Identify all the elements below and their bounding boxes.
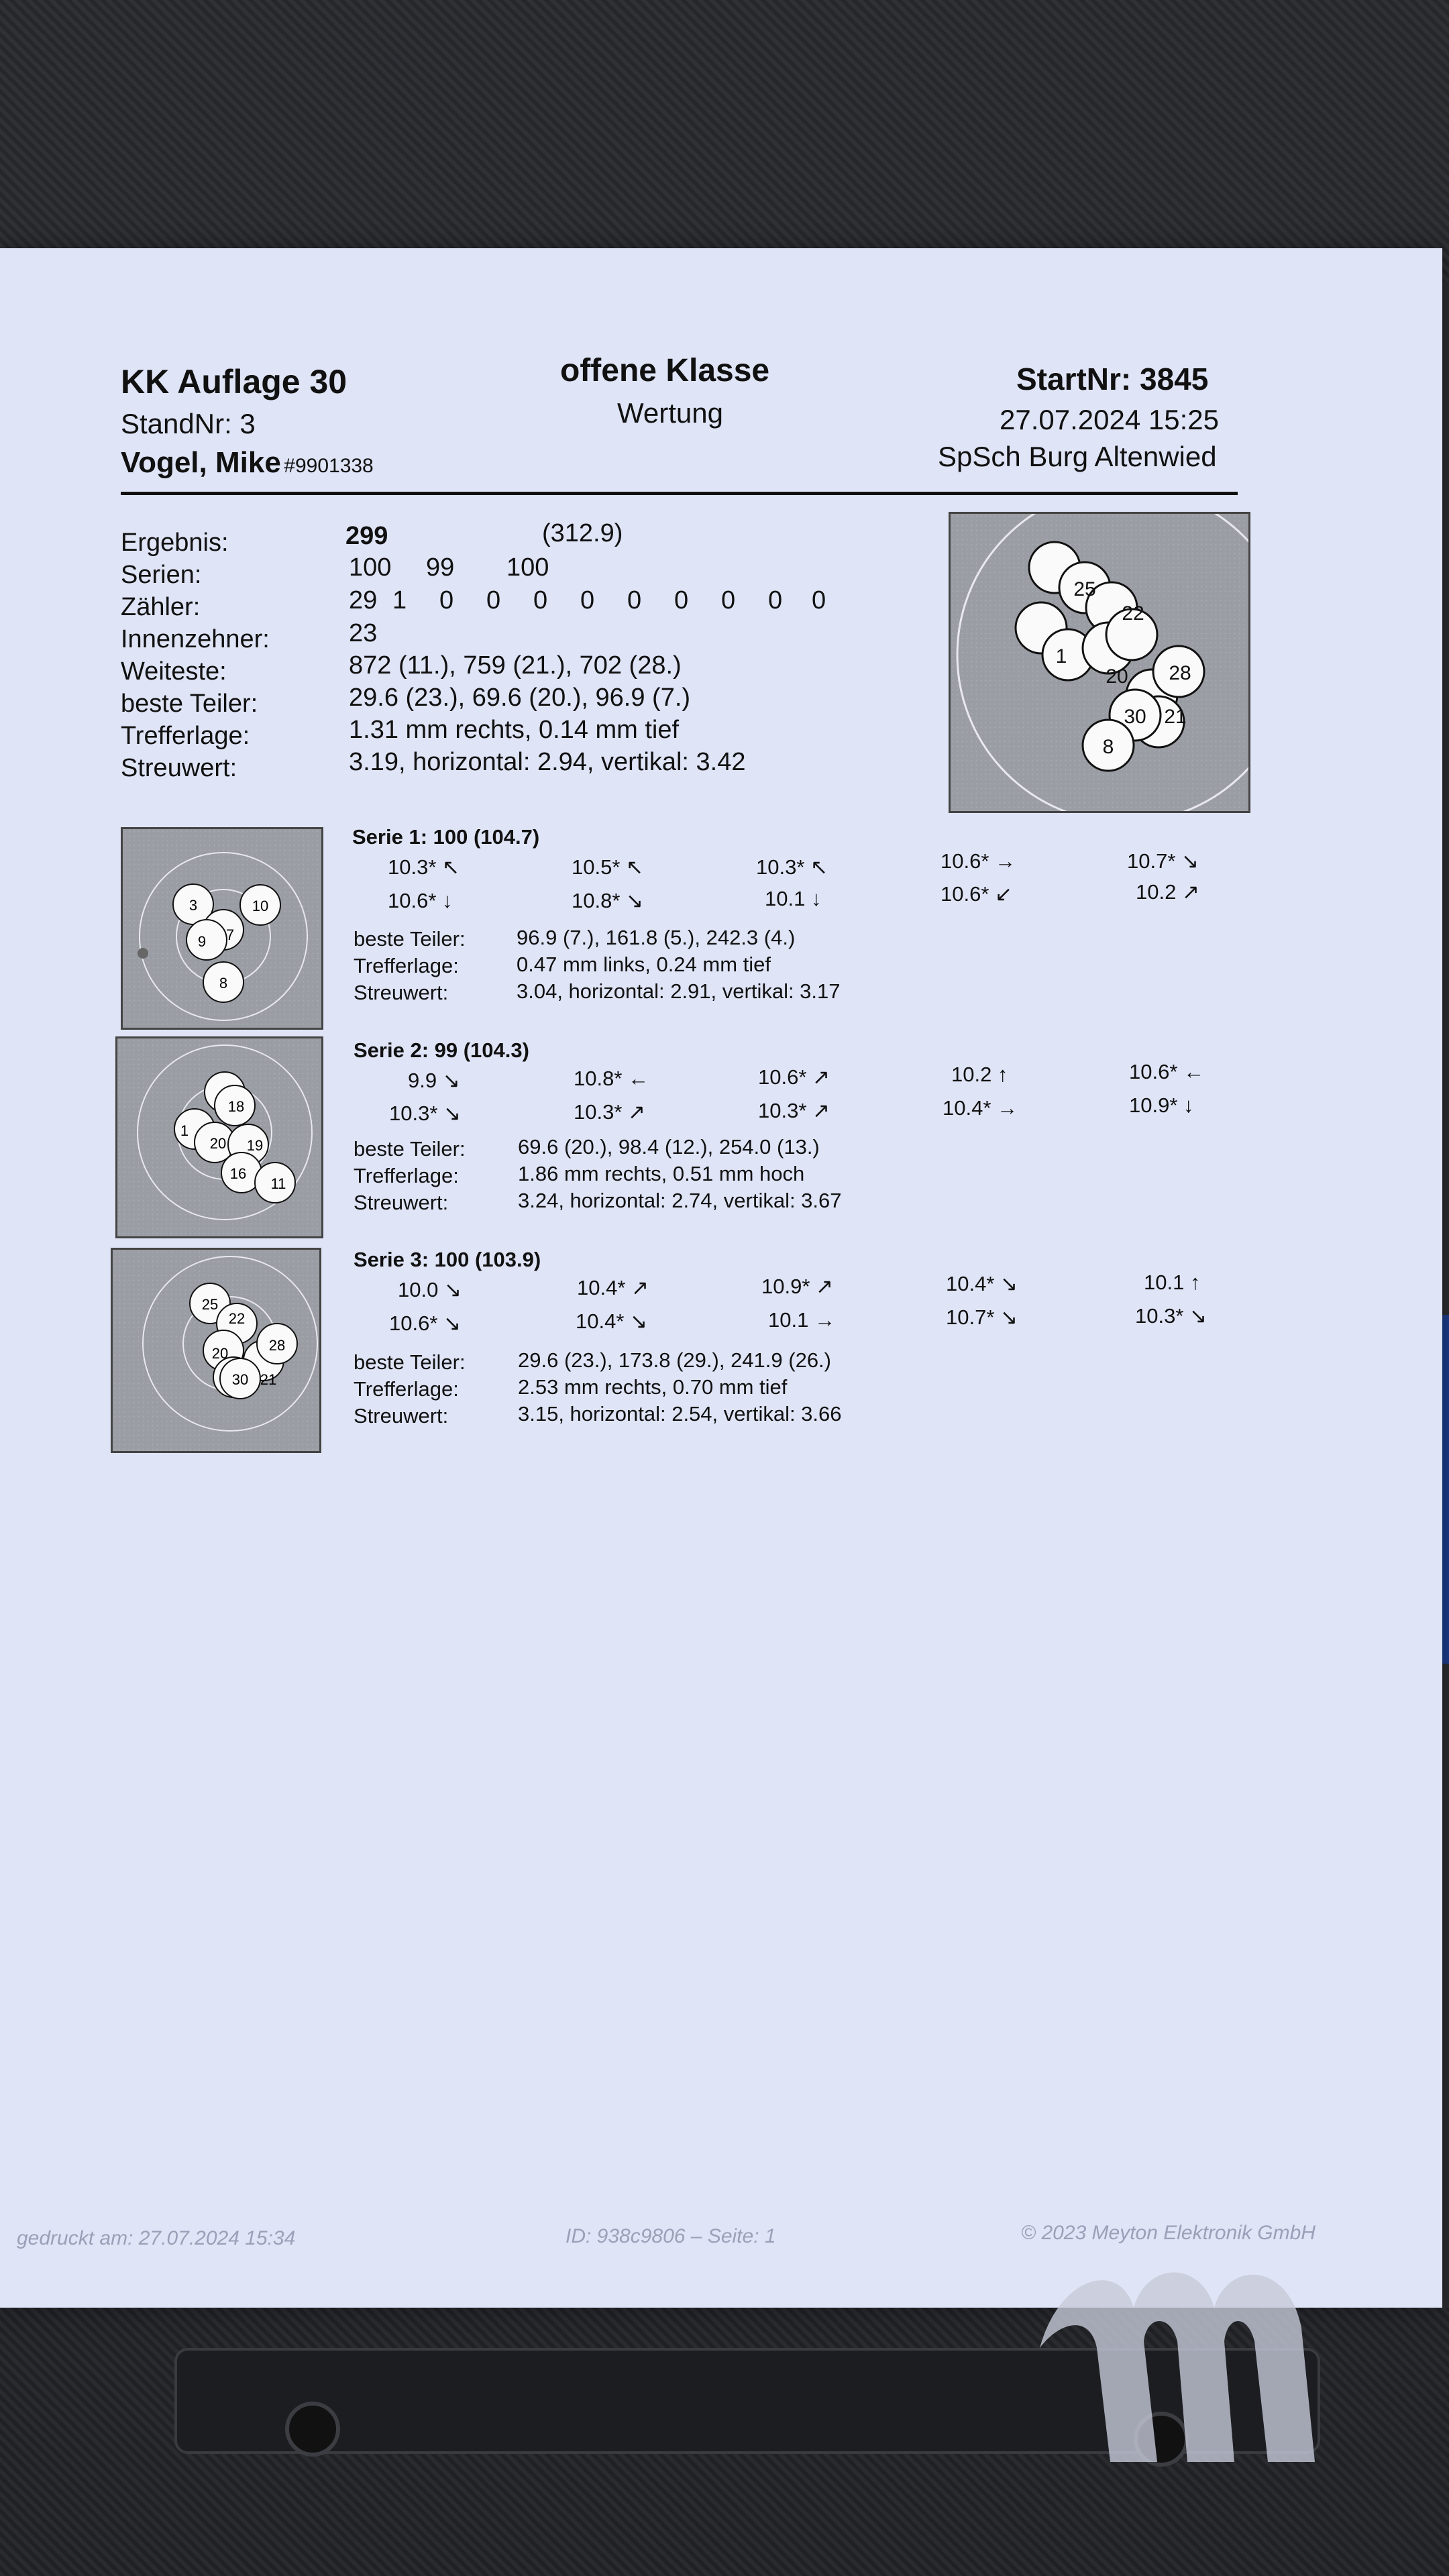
serie-3-shot-8: 10.1 → [768,1308,835,1332]
shot-label: 30 [231,1371,249,1388]
shot-label: 25 [201,1296,219,1313]
serie-1-shot-8: 10.1 ↓ [765,887,822,910]
innenzehner-value: 23 [349,619,378,647]
label-beste-teiler: beste Teiler: [121,690,258,718]
serie-2-trefferlage-value: 1.86 mm rechts, 0.51 mm hoch [518,1162,805,1185]
zaehler-3: 0 [486,586,501,614]
club-name: SpSch Burg Altenwied [938,441,1217,472]
shot-label: 21 [260,1371,277,1388]
bag-background [0,0,1449,282]
zaehler-9: 0 [768,586,783,614]
serie-3-shot-3: 10.9* ↗ [761,1275,833,1298]
serie-1-shot-2: 10.5* ↖ [572,855,643,879]
shot-label: 20 [209,1135,227,1152]
serie-1-label-teiler: beste Teiler: [354,927,466,951]
serie-1-shot-9: 10.6* ↙ [941,882,1012,906]
shot-label: 3 [189,897,198,914]
serie-1-label-streuwert: Streuwert: [354,981,449,1004]
score-sheet [0,248,1442,2308]
mode-label: Wertung [617,397,723,429]
serie-3-shot-1: 10.0 ↘ [398,1278,462,1301]
footer-copyright: © 2023 Meyton Elektronik GmbH [1021,2222,1316,2244]
shot-label: 7 [225,926,235,943]
shot-label: 22 [228,1310,246,1327]
serie-3-target-svg [113,1250,319,1451]
snap-button-left [285,2402,340,2457]
serie-3-trefferlage-value: 2.53 mm rechts, 0.70 mm tief [518,1375,788,1399]
serie-3-target [111,1248,321,1453]
shot-label: 1 [1055,645,1067,667]
serie-2-shot-10: 10.9* ↓ [1129,1093,1194,1117]
serie-2-shot-1: 9.9 ↘ [408,1069,460,1092]
serie-1-streuwert-value: 3.04, horizontal: 2.91, vertikal: 3.17 [517,979,841,1003]
serie-3-shot-10: 10.3* ↘ [1135,1304,1207,1328]
serie-1-shot-3: 10.3* ↖ [756,855,828,879]
serie-2-label-teiler: beste Teiler: [354,1137,466,1161]
serie-2-shot-5: 10.6* ← [1129,1060,1205,1083]
label-zaehler: Zähler: [121,593,201,621]
serie-1-trefferlage-value: 0.47 mm links, 0.24 mm tief [517,953,771,976]
serie-3-shot-9: 10.7* ↘ [946,1305,1018,1329]
serie-2-shot-3: 10.6* ↗ [758,1065,830,1089]
shooter-name: Vogel, Mike [121,446,281,479]
shot-label: 20 [211,1345,229,1362]
serie-2-target [115,1036,323,1238]
label-trefferlage: Trefferlage: [121,722,250,750]
shot-label: 9 [197,933,207,950]
shot-label: 28 [268,1337,286,1354]
serien-value-2: 99 [426,553,455,582]
serie-3-shot-5: 10.1 ↑ [1144,1271,1201,1294]
label-streuwert: Streuwert: [121,754,237,782]
serie-3-title: Serie 3: 100 (103.9) [354,1248,541,1271]
start-number: StartNr: 3845 [1016,362,1209,396]
zaehler-2: 0 [439,586,454,614]
serie-2-shot-2: 10.8* ← [574,1067,649,1090]
serie-2-target-svg [117,1038,321,1236]
serie-1-title: Serie 1: 100 (104.7) [352,825,540,849]
shot-label: 8 [219,975,228,991]
shot-label: 28 [1169,662,1191,684]
label-innenzehner: Innenzehner: [121,625,270,653]
zaehler-1: 1 [392,586,407,614]
serie-3-label-teiler: beste Teiler: [354,1350,466,1374]
shooter-line [121,446,374,480]
serie-3-shot-6: 10.6* ↘ [389,1311,461,1335]
serie-2-streuwert-value: 3.24, horizontal: 2.74, vertikal: 3.67 [518,1189,842,1212]
shot-label: 18 [227,1098,245,1115]
summary-target [949,512,1250,813]
serie-1-shot-7: 10.8* ↘ [572,889,643,912]
serie-3-teiler-value: 29.6 (23.), 173.8 (29.), 241.9 (26.) [518,1348,831,1372]
discipline-title: KK Auflage 30 [121,363,347,400]
shot-label: 25 [1073,578,1096,600]
label-ergebnis: Ergebnis: [121,529,229,557]
serie-1-shot-10: 10.2 ↗ [1136,880,1199,904]
serie-3-shot-7: 10.4* ↘ [576,1309,647,1333]
serie-1-teiler-value: 96.9 (7.), 161.8 (5.), 242.3 (4.) [517,926,796,949]
footer-id-page: ID: 938c9806 – Seite: 1 [566,2225,776,2247]
label-weiteste: Weiteste: [121,657,227,686]
shot-label: 21 [1164,706,1187,728]
serie-2-label-streuwert: Streuwert: [354,1191,449,1214]
serie-2-title: Serie 2: 99 (104.3) [354,1038,529,1062]
serie-2-label-trefferlage: Trefferlage: [354,1164,459,1187]
serien-value-3: 100 [506,553,549,582]
serie-2-shot-8: 10.3* ↗ [758,1099,830,1122]
serie-2-shot-9: 10.4* → [943,1096,1018,1120]
shot-label: 22 [1122,602,1144,625]
serie-1-target [121,827,323,1030]
serien-value-1: 100 [349,553,392,582]
zaehler-8: 0 [721,586,736,614]
shot-label: 1 [180,1122,189,1139]
serie-3-label-streuwert: Streuwert: [354,1404,449,1428]
summary-target-svg [951,514,1248,811]
serie-2-teiler-value: 69.6 (20.), 98.4 (12.), 254.0 (13.) [518,1135,820,1159]
serie-1-shot-4: 10.6* → [941,849,1016,873]
beste-teiler-value: 29.6 (23.), 69.6 (20.), 96.9 (7.) [349,684,691,712]
serie-1-label-trefferlage: Trefferlage: [354,954,459,977]
shot-label: 10 [252,898,269,914]
serie-3-shot-2: 10.4* ↗ [577,1276,649,1299]
serie-2-shot-6: 10.3* ↘ [389,1102,461,1125]
zaehler-5: 0 [580,586,595,614]
shot-label: 16 [229,1165,247,1182]
zaehler-7: 0 [674,586,689,614]
weiteste-value: 872 (11.), 759 (21.), 702 (28.) [349,651,682,680]
result-total: 299 [345,522,388,550]
serie-1-shot-5: 10.7* ↘ [1127,849,1199,873]
zaehler-4: 0 [533,586,548,614]
result-decimal: (312.9) [542,519,623,547]
zaehler-0: 29 [349,586,378,614]
class-title: offene Klasse [560,353,770,388]
serie-1-shot-1: 10.3* ↖ [388,855,460,879]
streuwert-value: 3.19, horizontal: 2.94, vertikal: 3.42 [349,748,746,776]
shot-label: 11 [270,1175,286,1192]
shot-label: 19 [246,1137,264,1154]
label-serien: Serien: [121,561,202,589]
shot-label: 8 [1102,736,1114,758]
zaehler-10: 0 [812,586,826,614]
serie-1-target-svg [123,829,321,1028]
shot-label: 20 [1106,665,1128,688]
stand-number: StandNr: 3 [121,408,256,439]
serie-3-label-trefferlage: Trefferlage: [354,1377,459,1401]
serie-3-shot-4: 10.4* ↘ [946,1272,1018,1295]
shooter-id: #9901338 [284,455,374,477]
serie-2-shot-7: 10.3* ↗ [574,1100,645,1124]
shot-label: 30 [1124,706,1146,728]
datetime: 27.07.2024 15:25 [1000,404,1219,435]
meyton-logo [1033,2247,1355,2479]
serie-2-shot-4: 10.2 ↑ [951,1063,1008,1086]
serie-1-shot-6: 10.6* ↓ [388,889,453,912]
footer-printed: gedruckt am: 27.07.2024 15:34 [17,2227,296,2249]
meyton-logo-svg [1033,2247,1355,2475]
trefferlage-value: 1.31 mm rechts, 0.14 mm tief [349,716,680,744]
serie-3-streuwert-value: 3.15, horizontal: 2.54, vertikal: 3.66 [518,1402,842,1426]
header-divider [121,492,1238,495]
zaehler-6: 0 [627,586,642,614]
